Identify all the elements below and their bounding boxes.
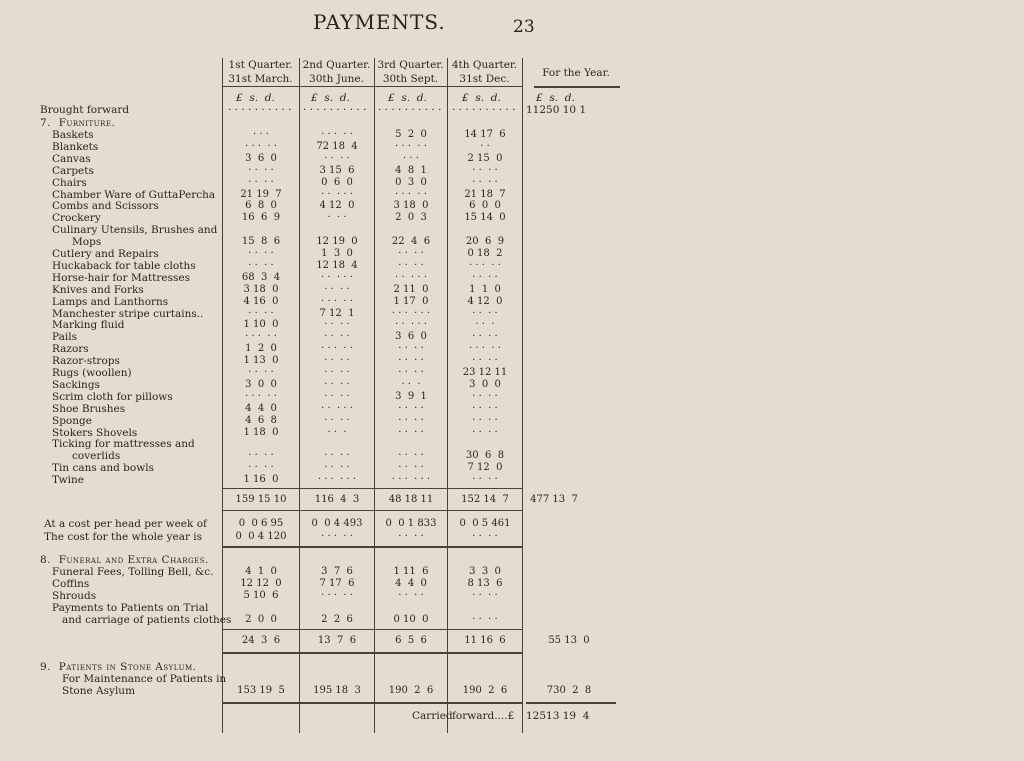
brought-forward-q4: · · · · · · · · · ·	[452, 104, 516, 116]
stone-q3: 190 2 6	[388, 685, 434, 696]
furniture-row-q3: 1 17 0	[393, 295, 429, 307]
section-rule	[222, 546, 522, 548]
furniture-row-q1: 1 10 0	[243, 319, 279, 331]
furniture-row-label: Blankets	[52, 140, 99, 153]
funeral-row-q1: 12 12 0	[240, 578, 282, 589]
furniture-total-q2: 116 4 3	[314, 494, 360, 505]
funeral-row-label: Shrouds	[52, 590, 97, 602]
furniture-row-q3: · · · ·	[398, 367, 424, 378]
furniture-row-label: Cutlery and Repairs	[52, 248, 159, 260]
furniture-row-q2: 72 18 4	[316, 140, 358, 152]
furniture-row-q3: 2 0 3	[395, 212, 427, 224]
furniture-row-q1: 6 8 0	[245, 200, 277, 212]
unit-label: £ s. d.	[388, 92, 427, 104]
furniture-row-q1: 3 0 0	[245, 378, 277, 390]
furniture-row-q3: · · · ·	[398, 426, 424, 438]
furniture-row-label: Knives and Forks	[52, 283, 144, 296]
furniture-row-q1: 1 18 0	[243, 426, 279, 438]
furniture-row-q2: · · · ·	[324, 331, 350, 343]
furniture-row-q2: · · · ·	[324, 283, 350, 295]
furniture-row-q2: 4 12 0	[319, 200, 355, 212]
funeral-total-year: 55 13 0	[548, 635, 590, 646]
furniture-row-q4: · · · ·	[472, 402, 498, 414]
furniture-row-q2: · · · ·	[324, 355, 350, 367]
cost-whole-year-q2: · · · · ·	[321, 531, 353, 542]
funeral-row-q2: · · · · ·	[321, 590, 353, 601]
furniture-row-label: Sackings	[52, 378, 100, 391]
furniture-row-q2: · · · ·	[324, 450, 350, 462]
furniture-row-q1: · · · ·	[248, 164, 274, 176]
unit-label: £ s. d.	[536, 92, 575, 104]
furniture-row-q2: 12 19 0	[316, 236, 358, 248]
total-rule	[222, 629, 522, 630]
carried-forward-year: 12513 19 4	[526, 710, 590, 722]
furniture-row-q1: · · · · ·	[245, 331, 277, 343]
furniture-row-q1: 15 8 6	[241, 236, 281, 248]
funeral-total-q1: 24 3 6	[241, 635, 281, 646]
furniture-row-q4: · · · ·	[472, 390, 498, 402]
stone-q1: 153 19 5	[237, 685, 285, 696]
furniture-row-q1: · · · ·	[248, 259, 274, 271]
furniture-row-q2: 3 15 6	[319, 164, 355, 176]
brought-forward-year: 11250 10 1	[526, 104, 587, 116]
furniture-row-q4: · · · ·	[472, 176, 498, 188]
furniture-row-label: Carpets	[52, 164, 94, 177]
furniture-row-q2: · · ·	[327, 426, 347, 438]
furniture-row-q2: · · · ·	[324, 462, 350, 474]
furniture-row-q1: · · · ·	[248, 367, 274, 378]
stone-line1: For Maintenance of Patients in	[62, 673, 227, 685]
unit-label: £ s. d.	[311, 92, 350, 104]
furniture-row-q1: · · · ·	[248, 248, 274, 259]
furniture-row-q2: · · · · ·	[321, 129, 353, 140]
funeral-row-q1: 2 0 0	[245, 614, 277, 625]
furniture-row-label: Scrim cloth for pillows	[52, 390, 173, 403]
column-header-q2: 2nd Quarter. 30th June.	[302, 59, 371, 85]
funeral-row-q2: 7 17 6	[319, 578, 355, 589]
furniture-row-q3: · · · ·	[398, 414, 424, 426]
furniture-row-q2: · · · · ·	[321, 402, 353, 414]
furniture-row-q3: · · · ·	[398, 259, 424, 271]
furniture-row-q3: 3 18 0	[393, 200, 429, 212]
furniture-row-label: Stokers Shovels	[52, 426, 138, 439]
furniture-row-q2: · · · ·	[324, 367, 350, 378]
furniture-row-q4: 20 6 9	[465, 236, 505, 248]
furniture-row-q3: · · · ·	[398, 343, 424, 355]
unit-label: £ s. d.	[236, 92, 275, 104]
furniture-row-q1: · · · ·	[248, 450, 274, 462]
furniture-row-q2: · · · ·	[324, 152, 350, 164]
furniture-row-q2: 0 6 0	[321, 176, 353, 188]
furniture-row-q1: · · · ·	[248, 307, 274, 319]
furniture-row-q1: · · · · ·	[245, 140, 277, 152]
furniture-row-label: Combs and Scissors	[52, 200, 159, 213]
page-number: 23	[513, 17, 535, 37]
furniture-row-q3: · · · ·	[398, 402, 424, 414]
stone-q4: 190 2 6	[462, 685, 508, 696]
furniture-row-q3: · · ·	[401, 378, 421, 390]
funeral-row-label: and carriage of patients clothes	[52, 614, 232, 626]
furniture-row-q1: 1 16 0	[243, 474, 279, 486]
cost-per-head-q1: 0 0 6 95	[238, 518, 284, 529]
column-header-q1: 1st Quarter. 31st March.	[228, 59, 293, 85]
section-heading-funeral: 8. Funeral and Extra Charges.	[40, 554, 209, 566]
furniture-row-label: Baskets	[52, 129, 94, 141]
funeral-total-q3: 6 5 6	[395, 635, 427, 646]
funeral-row-q2: 3 7 6	[321, 566, 353, 577]
funeral-row-label: Funeral Fees, Tolling Bell, &c.	[52, 566, 214, 578]
column-rule	[299, 58, 300, 733]
furniture-row-label: Tin cans and bowls	[52, 462, 154, 475]
furniture-row-q3: 3 9 1	[395, 390, 427, 402]
furniture-row-label: Manchester stripe curtains..	[52, 307, 204, 320]
furniture-row-q4: · · · ·	[472, 414, 498, 426]
furniture-row-q3: · · · · · ·	[391, 474, 431, 486]
furniture-row-q2: · · · · ·	[321, 188, 353, 200]
furniture-row-q4: · · · ·	[472, 474, 498, 486]
furniture-row-label: Culinary Utensils, Brushes and	[52, 224, 218, 237]
furniture-row-label: Huckaback for table cloths	[52, 259, 196, 272]
column-rule	[222, 58, 223, 733]
furniture-total-year: 477 13 7	[530, 494, 578, 505]
furniture-row-label: Horse-hair for Mattresses	[52, 271, 191, 284]
funeral-row-q3: 0 10 0	[393, 614, 429, 625]
funeral-row-q1: 4 1 0	[245, 566, 277, 577]
furniture-row-label: Twine	[52, 474, 84, 487]
furniture-row-label: Lamps and Lanthorns	[52, 295, 169, 308]
furniture-row-q1: 16 6 9	[241, 212, 281, 224]
furniture-row-q3: 22 4 6	[391, 236, 431, 248]
furniture-row-q4: 30 6 8	[465, 450, 505, 462]
furniture-row-q4: · · · ·	[472, 355, 498, 367]
page-title: PAYMENTS.	[313, 10, 446, 34]
furniture-row-q1: 68 3 4	[241, 271, 281, 283]
furniture-row-q2: 1 3 0	[321, 248, 353, 259]
unit-label: £ s. d.	[462, 92, 501, 104]
furniture-row-q4: 1 1 0	[469, 283, 501, 295]
furniture-row-label: Razor-strops	[52, 355, 120, 368]
furniture-row-q2: · · · · · ·	[317, 474, 357, 486]
section-heading-furniture: 7. Furniture.	[40, 117, 116, 129]
furniture-row-q3: 3 6 0	[395, 331, 427, 343]
furniture-row-label: Mops	[52, 236, 102, 249]
furniture-row-q3: 4 8 1	[395, 164, 427, 176]
funeral-row-label: Coffins	[52, 578, 90, 590]
furniture-row-q3: · · · ·	[398, 462, 424, 474]
furniture-row-q2: 7 12 1	[319, 307, 355, 319]
furniture-row-label: Canvas	[52, 152, 91, 165]
header-rule	[534, 86, 620, 88]
furniture-row-label: Chamber Ware of GuttaPercha	[52, 188, 216, 201]
funeral-row-q2: 2 2 6	[321, 614, 353, 625]
furniture-row-q4: · · · ·	[472, 426, 498, 438]
furniture-row-q1: · · · ·	[248, 176, 274, 188]
furniture-row-q4: 6 0 0	[469, 200, 501, 212]
carried-label: Carried	[412, 710, 453, 722]
furniture-row-q4: 23 12 11	[462, 367, 508, 378]
furniture-row-label: Crockery	[52, 212, 101, 225]
furniture-row-q3: · · ·	[403, 152, 419, 164]
furniture-row-q1: 4 16 0	[243, 295, 279, 307]
funeral-row-q1: 5 10 6	[243, 590, 279, 601]
cost-per-head-q2: 0 0 4 493	[311, 518, 363, 529]
cost-whole-year-q4: · · · ·	[472, 531, 498, 542]
furniture-row-q3: 0 3 0	[395, 176, 427, 188]
furniture-row-q4: 15 14 0	[464, 212, 506, 224]
furniture-row-q4: · · · ·	[472, 164, 498, 176]
furniture-total-q1: 159 15 10	[235, 494, 287, 505]
funeral-row-q3: · · · ·	[398, 590, 424, 601]
column-rule	[522, 58, 523, 733]
furniture-row-q4: 21 18 7	[464, 188, 506, 200]
furniture-row-q2: 12 18 4	[316, 259, 358, 271]
brought-forward-q3: · · · · · · · · · ·	[378, 104, 442, 116]
furniture-row-q3: · · · ·	[398, 450, 424, 462]
furniture-row-q4: 14 17 6	[464, 129, 506, 140]
header-rule	[222, 86, 522, 87]
furniture-row-q2: · · · · ·	[321, 271, 353, 283]
furniture-row-q4: 2 15 0	[467, 152, 503, 164]
funeral-total-q4: 11 16 6	[464, 635, 506, 646]
funeral-row-q4: · · · ·	[472, 614, 498, 625]
furniture-row-q1: 1 13 0	[243, 355, 279, 367]
funeral-row-q3: 1 11 6	[393, 566, 429, 577]
furniture-row-label: coverlids	[52, 450, 121, 463]
furniture-row-q1: · · · ·	[248, 462, 274, 474]
furniture-row-q4: 3 0 0	[469, 378, 501, 390]
furniture-row-q2: · · · ·	[324, 319, 350, 331]
furniture-row-q1: 21 19 7	[240, 188, 282, 200]
column-header-year: For the Year.	[542, 67, 610, 79]
furniture-row-q2: · · · ·	[324, 390, 350, 402]
column-rule	[447, 58, 448, 733]
furniture-total-q3: 48 18 11	[388, 494, 434, 505]
furniture-row-q4: · · · ·	[472, 307, 498, 319]
furniture-row-q4: 4 12 0	[467, 295, 503, 307]
furniture-row-q2: · · · · ·	[321, 295, 353, 307]
furniture-row-q1: · · ·	[253, 129, 269, 140]
furniture-row-q4: · · · ·	[472, 331, 498, 343]
furniture-row-q3: · · · · · ·	[391, 307, 431, 319]
section-rule	[222, 652, 522, 654]
brought-forward-label: Brought forward	[40, 104, 130, 116]
furniture-row-q1: 4 4 0	[245, 402, 277, 414]
furniture-row-q3: · · · · ·	[395, 319, 427, 331]
furniture-row-label: Ticking for mattresses and	[52, 438, 195, 451]
furniture-row-label: Shoe Brushes	[52, 402, 126, 415]
furniture-row-q4: · · · ·	[472, 271, 498, 283]
furniture-row-q4: · · · · ·	[469, 259, 501, 271]
stone-year: 730 2 8	[546, 685, 592, 696]
cost-per-head-q4: 0 0 5 461	[459, 518, 511, 529]
furniture-row-q3: · · · · ·	[395, 188, 427, 200]
furniture-row-q3: · · · ·	[398, 248, 424, 259]
furniture-row-q4: 7 12 0	[467, 462, 503, 474]
furniture-row-q1: 3 18 0	[243, 283, 279, 295]
furniture-row-label: Pails	[52, 331, 77, 344]
furniture-row-q3: 2 11 0	[393, 283, 429, 295]
furniture-total-q4: 152 14 7	[461, 494, 509, 505]
stone-line2: Stone Asylum	[62, 685, 136, 697]
forward-label: forward....£	[452, 710, 515, 722]
furniture-row-q2: · · · ·	[324, 414, 350, 426]
furniture-row-q3: 5 2 0	[395, 129, 427, 140]
furniture-row-q3: · · · ·	[398, 355, 424, 367]
funeral-row-q4: 3 3 0	[469, 566, 501, 577]
furniture-row-label: Rugs (woollen)	[52, 367, 132, 379]
total-rule	[222, 510, 522, 511]
funeral-row-q4: 8 13 6	[467, 578, 503, 589]
furniture-row-label: Razors	[52, 343, 89, 356]
column-header-q3: 3rd Quarter. 30th Sept.	[377, 59, 444, 85]
cost-whole-year-label: The cost for the whole year is	[44, 531, 203, 543]
furniture-row-q2: · · · · ·	[321, 343, 353, 355]
cost-whole-year-q3: · · · ·	[398, 531, 424, 542]
furniture-row-q2: · · · ·	[324, 378, 350, 390]
stone-q2: 195 18 3	[313, 685, 361, 696]
furniture-row-label: Marking fluid	[52, 319, 125, 332]
furniture-row-q1: · · · · ·	[245, 390, 277, 402]
furniture-row-q1: 4 6 8	[245, 414, 277, 426]
furniture-row-q1: 3 6 0	[245, 152, 277, 164]
section-rule	[222, 702, 522, 704]
funeral-row-q4: · · · ·	[472, 590, 498, 601]
furniture-row-q4: · ·	[480, 140, 490, 152]
furniture-row-q2: · · ·	[327, 212, 347, 224]
brought-forward-q2: · · · · · · · · · ·	[303, 104, 367, 116]
section-rule	[526, 702, 616, 704]
total-rule	[222, 488, 522, 489]
column-rule	[374, 58, 375, 733]
furniture-row-q4: · · · · ·	[469, 343, 501, 355]
furniture-row-q1: 1 2 0	[245, 343, 277, 355]
funeral-row-q3: 4 4 0	[395, 578, 427, 589]
furniture-row-label: Sponge	[52, 414, 92, 427]
section-heading-stone: 9. Patients in Stone Asylum.	[40, 661, 197, 673]
furniture-row-label: Chairs	[52, 176, 87, 189]
furniture-row-q3: · · · · ·	[395, 140, 427, 152]
funeral-row-label: Payments to Patients on Trial	[52, 602, 209, 614]
furniture-row-q4: 0 18 2	[467, 248, 503, 259]
cost-per-head-q3: 0 0 1 833	[385, 518, 437, 529]
cost-whole-year-q1: 0 0 4 120	[235, 531, 287, 542]
brought-forward-q1: · · · · · · · · · ·	[228, 104, 292, 116]
funeral-total-q2: 13 7 6	[317, 635, 357, 646]
furniture-row-q4: · · ·	[475, 319, 495, 331]
furniture-row-q3: · · · · ·	[395, 271, 427, 283]
cost-per-head-label: At a cost per head per week of	[44, 518, 207, 530]
column-header-q4: 4th Quarter. 31st Dec.	[451, 59, 518, 85]
